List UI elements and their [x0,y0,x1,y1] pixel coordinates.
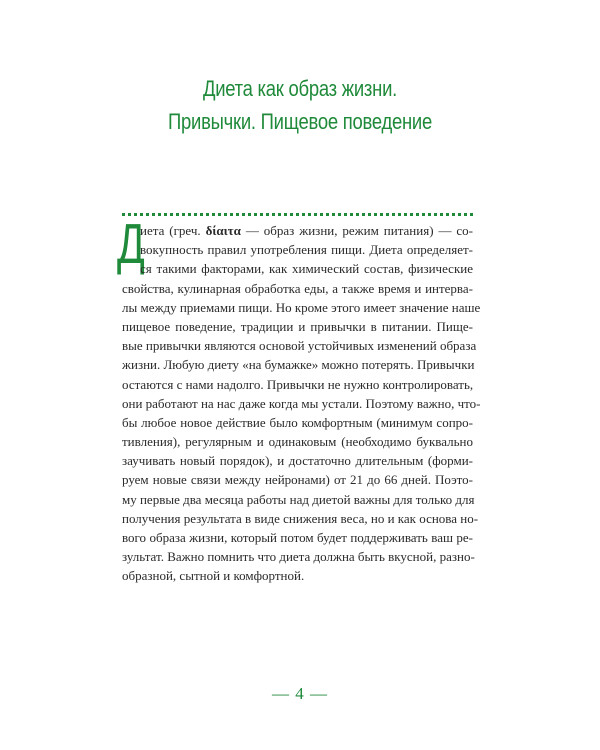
body-paragraph [122,221,481,586]
text-line: они работают на нас даже когда мы устали. Поэтому важно, что- [122,395,481,411]
dotted-divider [122,213,473,216]
text-line: получения результата в виде снижения веса, но и как основа но- [122,510,479,526]
text-line: зультат. Важно помнить что диета должна быть вкусной, разно- [122,549,475,565]
greek-term: δίαιτα [205,223,241,238]
text-line: жизни. Любую диету «на бумажке» можно потерять. Привычки [122,357,475,373]
text-line: му первые два месяца работы над диетой важны для только для [122,491,475,507]
page-number: — 4 — [272,684,328,703]
chapter-title-line-1: Диета как образ жизни. [202,76,398,101]
text-line: бы любое новое действие было комфортным (минимум сопро- [122,414,473,430]
text-line: вого образа жизни, который потом будет поддерживать ваш ре- [122,530,473,545]
text-line: заучивать новый порядок), и достаточно длительным (форми- [122,453,473,469]
text-line: пищевое поведение, традиции и привычки в питании. Пище- [122,318,473,334]
chapter-title-line-2: Привычки. Пищевое поведение [167,109,433,134]
chapter-title [54,72,546,138]
text-line: руем новые связи между нейронами) от 21 до 66 дней. Поэто- [122,472,473,488]
drop-cap-letter: Д [117,212,145,276]
text-line: вые привычки являются основой устойчивых изменений образа [122,338,477,354]
text-fragment: — образ жизни, режим питания) — со- [240,223,473,238]
text-line [140,221,473,240]
text-line: образной, сытной и комфортной. [122,568,305,584]
text-line: остаются с нами надолго. Привычки не нужно контролировать, [122,376,474,392]
text-line: тивления), регулярным и одинаковым (необходимо буквально [122,434,473,450]
text-line: свойства, кулинарная обработка еды, а также время и интерва- [122,280,473,296]
text-fragment: иета (греч. [140,223,206,238]
text-line: лы между приемами пищи. Но кроме этого имеет значение наше [122,299,481,315]
text-line: вокупность правил употребления пищи. Диета определяет- [140,242,473,258]
text-line: ся такими факторами, как химический состав, физические [140,261,473,277]
